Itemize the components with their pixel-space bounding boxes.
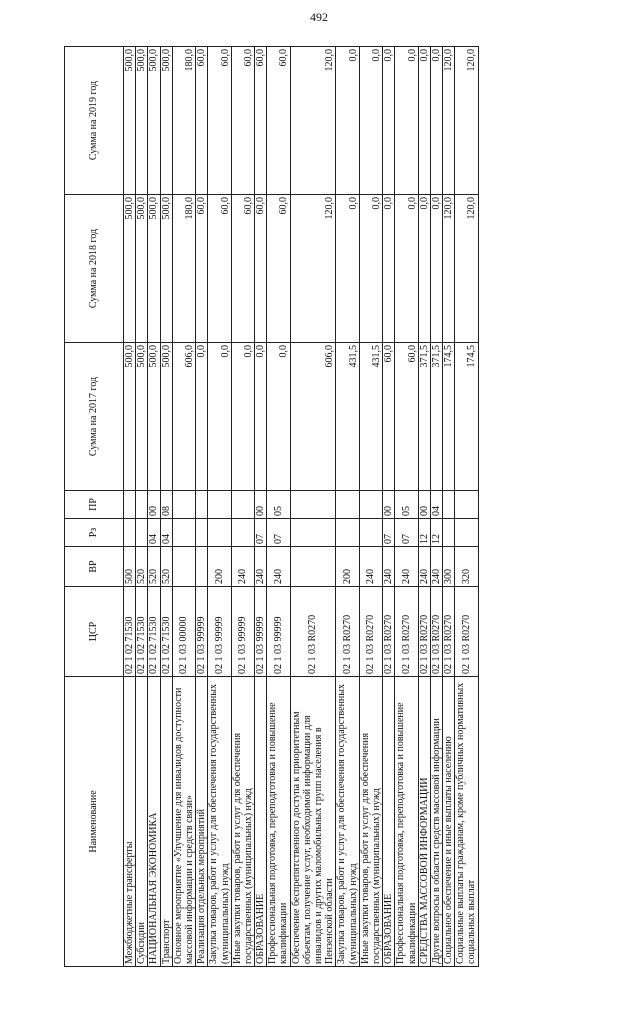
table-body xyxy=(124,47,479,967)
cell-name: НАЦИОНАЛЬНАЯ ЭКОНОМИКА xyxy=(148,677,160,967)
table-row xyxy=(383,47,395,967)
cell-rz xyxy=(455,519,478,547)
cell-vr xyxy=(290,547,336,587)
cell-vr: 240 xyxy=(418,547,430,587)
cell-name: Иные закупки товаров, работ и услуг для обеспечения государственных (муниципальных) нужд xyxy=(231,677,254,967)
cell-rz: 07 xyxy=(267,519,290,547)
header-2018: Сумма на 2018 год xyxy=(65,195,124,343)
cell-pr xyxy=(443,491,455,519)
cell-pr: 00 xyxy=(418,491,430,519)
cell-2017: 431,5 xyxy=(359,343,382,491)
header-row xyxy=(65,47,124,967)
cell-2017: 500,0 xyxy=(148,343,160,491)
table-row xyxy=(395,47,418,967)
cell-vr xyxy=(172,547,195,587)
table-row xyxy=(208,47,231,967)
cell-2019: 0,0 xyxy=(430,47,442,195)
header-pr: ПР xyxy=(65,491,124,519)
cell-2019: 120,0 xyxy=(455,47,478,195)
table-row xyxy=(443,47,455,967)
cell-rz xyxy=(208,519,231,547)
cell-2018: 500,0 xyxy=(124,195,136,343)
cell-2019: 500,0 xyxy=(160,47,172,195)
cell-name: Транспорт xyxy=(160,677,172,967)
header-vr: ВР xyxy=(65,547,124,587)
cell-2018: 60,0 xyxy=(255,195,267,343)
cell-2018: 500,0 xyxy=(148,195,160,343)
cell-csr: 02 1 03 99999 xyxy=(208,587,231,677)
header-2017: Сумма на 2017 год xyxy=(65,343,124,491)
table-row xyxy=(255,47,267,967)
cell-csr: 02 1 03 R0270 xyxy=(290,587,336,677)
budget-table xyxy=(64,46,479,967)
cell-2018: 0,0 xyxy=(359,195,382,343)
cell-2017: 0,0 xyxy=(208,343,231,491)
cell-2019: 0,0 xyxy=(359,47,382,195)
cell-rz xyxy=(336,519,359,547)
cell-csr: 02 1 03 R0270 xyxy=(383,587,395,677)
cell-2019: 120,0 xyxy=(290,47,336,195)
cell-name: Реализация отдельных мероприятий xyxy=(196,677,208,967)
cell-csr: 02 1 03 99999 xyxy=(231,587,254,677)
cell-rz xyxy=(231,519,254,547)
cell-2019: 180,0 xyxy=(172,47,195,195)
rotated-table-container xyxy=(88,49,640,1029)
header-csr: ЦСР xyxy=(65,587,124,677)
cell-name: ОБРАЗОВАНИЕ xyxy=(255,677,267,967)
cell-2018: 120,0 xyxy=(290,195,336,343)
cell-csr: 02 1 03 99999 xyxy=(267,587,290,677)
cell-pr xyxy=(455,491,478,519)
cell-2019: 60,0 xyxy=(267,47,290,195)
cell-name: Социальные выплаты гражданам, кроме публичных нормативных социальных выплат xyxy=(455,677,478,967)
cell-2019: 60,0 xyxy=(231,47,254,195)
cell-2018: 500,0 xyxy=(136,195,148,343)
cell-vr: 500 xyxy=(124,547,136,587)
cell-rz xyxy=(196,519,208,547)
cell-2019: 500,0 xyxy=(148,47,160,195)
cell-pr xyxy=(172,491,195,519)
cell-name: ОБРАЗОВАНИЕ xyxy=(383,677,395,967)
cell-vr: 200 xyxy=(336,547,359,587)
cell-csr: 02 1 02 71530 xyxy=(160,587,172,677)
cell-name: Социальное обеспечение и иные выплаты населению xyxy=(443,677,455,967)
cell-name: СРЕДСТВА МАССОВОЙ ИНФОРМАЦИИ xyxy=(418,677,430,967)
cell-rz: 12 xyxy=(430,519,442,547)
cell-pr: 05 xyxy=(395,491,418,519)
cell-name: Закупка товаров, работ и услуг для обеспечения государственных (муниципальных) нужд xyxy=(208,677,231,967)
cell-2018: 120,0 xyxy=(443,195,455,343)
cell-csr: 02 1 02 71530 xyxy=(148,587,160,677)
cell-rz xyxy=(290,519,336,547)
cell-rz xyxy=(124,519,136,547)
cell-rz xyxy=(443,519,455,547)
cell-csr: 02 1 03 R0270 xyxy=(336,587,359,677)
table-row xyxy=(196,47,208,967)
cell-2019: 0,0 xyxy=(418,47,430,195)
rotated-page-content xyxy=(64,47,586,967)
cell-csr: 02 1 03 R0270 xyxy=(359,587,382,677)
cell-2019: 60,0 xyxy=(255,47,267,195)
table-row xyxy=(136,47,148,967)
cell-2019: 120,0 xyxy=(443,47,455,195)
cell-2018: 60,0 xyxy=(267,195,290,343)
cell-vr: 240 xyxy=(255,547,267,587)
cell-csr: 02 1 03 R0270 xyxy=(430,587,442,677)
cell-name: Субсидии xyxy=(136,677,148,967)
cell-pr xyxy=(208,491,231,519)
cell-vr xyxy=(196,547,208,587)
table-row xyxy=(455,47,478,967)
cell-name: Обеспечение беспрепятственного доступа к приоритетным объектам, получение услуг, необходимой информации для инвалидов и других маломобильных групп населения в Пензенской области xyxy=(290,677,336,967)
cell-2017: 0,0 xyxy=(255,343,267,491)
cell-rz: 04 xyxy=(160,519,172,547)
cell-2017: 606,0 xyxy=(172,343,195,491)
table-row xyxy=(160,47,172,967)
cell-name: Профессиональная подготовка, переподготовка и повышение квалификации xyxy=(395,677,418,967)
cell-rz: 07 xyxy=(383,519,395,547)
cell-2017: 431,5 xyxy=(336,343,359,491)
cell-2017: 174,5 xyxy=(455,343,478,491)
cell-pr: 00 xyxy=(255,491,267,519)
cell-2017: 0,0 xyxy=(196,343,208,491)
cell-2018: 60,0 xyxy=(208,195,231,343)
cell-vr: 240 xyxy=(395,547,418,587)
cell-2019: 60,0 xyxy=(196,47,208,195)
cell-pr xyxy=(136,491,148,519)
cell-name: Основное мероприятие «Улучшение для инвалидов доступности массовой информации и средств связи» xyxy=(172,677,195,967)
cell-pr xyxy=(359,491,382,519)
table-row xyxy=(336,47,359,967)
cell-name: Закупка товаров, работ и услуг для обеспечения государственных (муниципальных) нужд xyxy=(336,677,359,967)
cell-csr: 02 1 03 99999 xyxy=(196,587,208,677)
cell-2018: 60,0 xyxy=(196,195,208,343)
cell-2017: 500,0 xyxy=(124,343,136,491)
table-row xyxy=(124,47,136,967)
cell-rz xyxy=(359,519,382,547)
cell-2018: 0,0 xyxy=(383,195,395,343)
cell-pr: 00 xyxy=(383,491,395,519)
cell-2017: 174,5 xyxy=(443,343,455,491)
cell-vr: 200 xyxy=(208,547,231,587)
cell-2018: 120,0 xyxy=(455,195,478,343)
cell-2018: 0,0 xyxy=(430,195,442,343)
cell-pr: 05 xyxy=(267,491,290,519)
cell-2018: 0,0 xyxy=(395,195,418,343)
cell-csr: 02 1 03 R0270 xyxy=(455,587,478,677)
cell-csr: 02 1 03 00000 xyxy=(172,587,195,677)
cell-vr: 300 xyxy=(443,547,455,587)
cell-2018: 500,0 xyxy=(160,195,172,343)
cell-name: Профессиональная подготовка, переподготовка и повышение квалификации xyxy=(267,677,290,967)
cell-2017: 500,0 xyxy=(160,343,172,491)
cell-vr: 520 xyxy=(148,547,160,587)
table-row xyxy=(148,47,160,967)
cell-rz: 04 xyxy=(148,519,160,547)
cell-name: Межбюджетные трансферты xyxy=(124,677,136,967)
cell-rz xyxy=(172,519,195,547)
cell-vr: 240 xyxy=(231,547,254,587)
cell-pr: 04 xyxy=(430,491,442,519)
cell-rz: 07 xyxy=(395,519,418,547)
cell-csr: 02 1 03 R0270 xyxy=(418,587,430,677)
table-row xyxy=(267,47,290,967)
cell-vr: 240 xyxy=(359,547,382,587)
cell-pr: 08 xyxy=(160,491,172,519)
cell-rz: 12 xyxy=(418,519,430,547)
cell-csr: 02 1 03 99999 xyxy=(255,587,267,677)
header-rz: Рз xyxy=(65,519,124,547)
cell-2017: 606,0 xyxy=(290,343,336,491)
cell-vr: 240 xyxy=(267,547,290,587)
cell-vr: 320 xyxy=(455,547,478,587)
cell-rz: 07 xyxy=(255,519,267,547)
cell-csr: 02 1 03 R0270 xyxy=(395,587,418,677)
header-name: Наименование xyxy=(65,677,124,967)
cell-name: Другие вопросы в области средств массовой информации xyxy=(430,677,442,967)
cell-vr: 520 xyxy=(136,547,148,587)
cell-csr: 02 1 02 71530 xyxy=(136,587,148,677)
cell-csr: 02 1 02 71530 xyxy=(124,587,136,677)
cell-2018: 0,0 xyxy=(418,195,430,343)
cell-vr: 520 xyxy=(160,547,172,587)
cell-2019: 0,0 xyxy=(336,47,359,195)
cell-2017: 60,0 xyxy=(395,343,418,491)
cell-pr xyxy=(336,491,359,519)
cell-vr: 240 xyxy=(430,547,442,587)
table-row xyxy=(290,47,336,967)
table-row xyxy=(418,47,430,967)
cell-2019: 500,0 xyxy=(124,47,136,195)
page-number: 492 xyxy=(310,10,328,24)
cell-pr: 00 xyxy=(148,491,160,519)
cell-2018: 0,0 xyxy=(336,195,359,343)
cell-rz xyxy=(136,519,148,547)
cell-2019: 0,0 xyxy=(395,47,418,195)
cell-2017: 500,0 xyxy=(136,343,148,491)
table-row xyxy=(231,47,254,967)
table-row xyxy=(359,47,382,967)
cell-name: Иные закупки товаров, работ и услуг для обеспечения государственных (муниципальных) нужд xyxy=(359,677,382,967)
cell-pr xyxy=(124,491,136,519)
cell-2017: 0,0 xyxy=(267,343,290,491)
cell-2017: 371,5 xyxy=(418,343,430,491)
header-2019: Сумма на 2019 год xyxy=(65,47,124,195)
cell-2019: 60,0 xyxy=(208,47,231,195)
cell-pr xyxy=(196,491,208,519)
cell-2017: 371,5 xyxy=(430,343,442,491)
cell-2018: 60,0 xyxy=(231,195,254,343)
cell-vr: 240 xyxy=(383,547,395,587)
table-row xyxy=(430,47,442,967)
table-row xyxy=(172,47,195,967)
cell-2018: 180,0 xyxy=(172,195,195,343)
cell-csr: 02 1 03 R0270 xyxy=(443,587,455,677)
cell-2017: 60,0 xyxy=(383,343,395,491)
cell-2019: 500,0 xyxy=(136,47,148,195)
cell-2019: 0,0 xyxy=(383,47,395,195)
cell-pr xyxy=(290,491,336,519)
cell-pr xyxy=(231,491,254,519)
cell-2017: 0,0 xyxy=(231,343,254,491)
